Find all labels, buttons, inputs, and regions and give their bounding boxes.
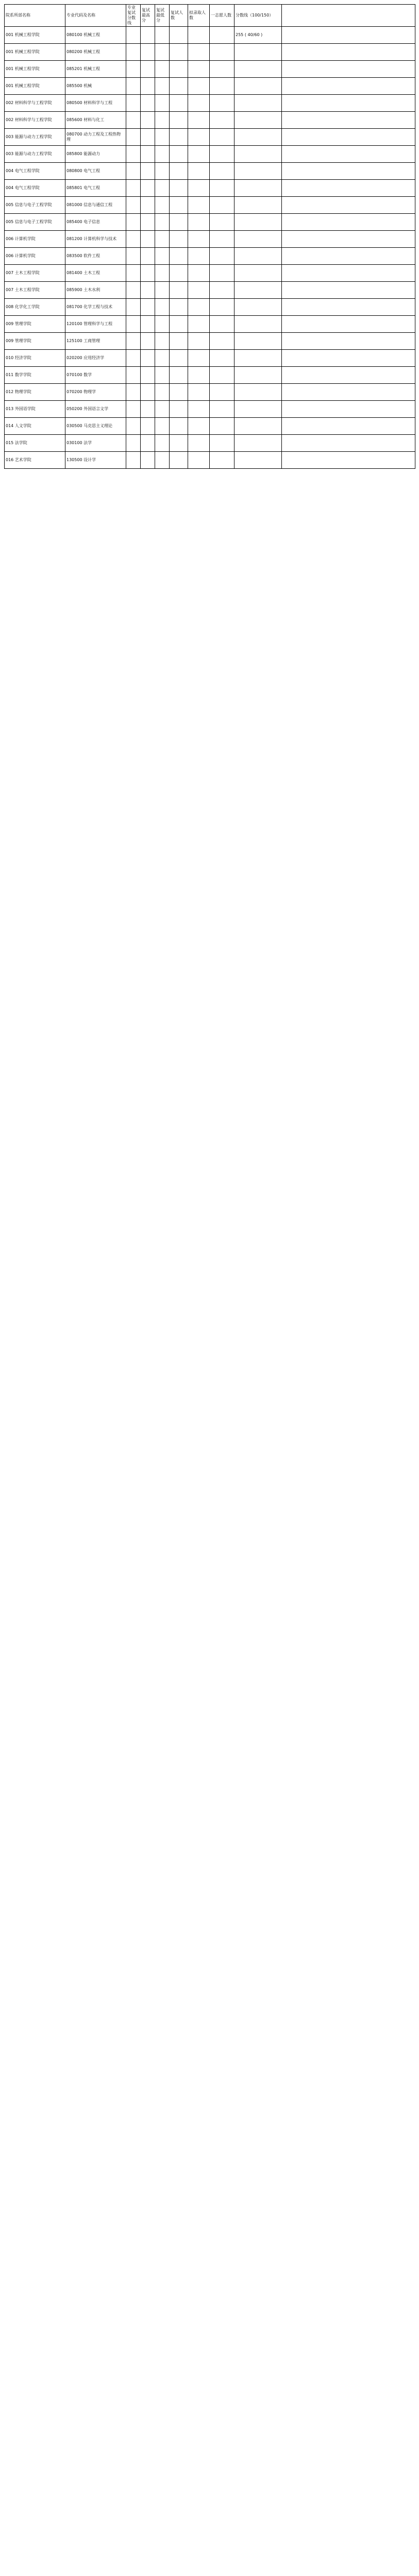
table-cell <box>282 282 415 299</box>
table-cell <box>234 299 282 316</box>
table-cell <box>170 367 188 384</box>
table-cell <box>282 265 415 282</box>
table-cell <box>188 129 210 146</box>
table-cell <box>282 333 415 350</box>
table-cell <box>170 146 188 163</box>
table-cell <box>282 367 415 384</box>
table-cell <box>126 282 141 299</box>
table-cell: 081700 化学工程与技术 <box>65 299 126 316</box>
table-cell <box>234 282 282 299</box>
table-cell <box>188 435 210 452</box>
table-cell <box>155 333 170 350</box>
table-row <box>5 435 415 452</box>
table-cell <box>234 367 282 384</box>
table-cell: 085500 机械 <box>65 78 126 95</box>
table-cell <box>234 214 282 231</box>
table-cell <box>210 197 234 214</box>
table-cell: 006 计算机学院 <box>5 231 65 248</box>
table-cell: 080500 材料科学与工程 <box>65 95 126 112</box>
table-row <box>5 401 415 418</box>
table-cell: 015 法学院 <box>5 435 65 452</box>
table-cell <box>210 214 234 231</box>
table-cell <box>126 146 141 163</box>
table-cell <box>126 316 141 333</box>
table-cell <box>234 44 282 61</box>
table-cell <box>141 401 155 418</box>
table-cell <box>155 27 170 44</box>
table-cell <box>282 61 415 78</box>
table-cell <box>126 248 141 265</box>
table-cell <box>234 180 282 197</box>
table-cell: 130500 设计学 <box>65 452 126 469</box>
table-cell: 007 土木工程学院 <box>5 265 65 282</box>
table-cell <box>234 350 282 367</box>
table-cell <box>282 180 415 197</box>
table-cell: 080100 机械工程 <box>65 27 126 44</box>
table-cell <box>126 333 141 350</box>
table-cell <box>282 214 415 231</box>
table-cell: 001 机械工程学院 <box>5 78 65 95</box>
table-row <box>5 197 415 214</box>
table-cell <box>210 129 234 146</box>
table-cell <box>170 265 188 282</box>
table-cell <box>141 231 155 248</box>
table-cell: 050200 外国语言文学 <box>65 401 126 418</box>
table-cell <box>188 146 210 163</box>
table-row <box>5 333 415 350</box>
table-cell <box>170 435 188 452</box>
table-cell: 013 外国语学院 <box>5 401 65 418</box>
table-cell <box>141 44 155 61</box>
table-cell <box>188 265 210 282</box>
table-cell <box>155 435 170 452</box>
table-cell <box>155 299 170 316</box>
table-cell: 081200 计算机科学与技术 <box>65 231 126 248</box>
table-cell <box>282 197 415 214</box>
table-cell <box>141 163 155 180</box>
table-row <box>5 214 415 231</box>
table-row <box>5 27 415 44</box>
table-cell <box>170 418 188 435</box>
table-cell <box>126 197 141 214</box>
table-cell <box>170 197 188 214</box>
table-cell: 085800 能源动力 <box>65 146 126 163</box>
table-cell <box>282 452 415 469</box>
table-cell <box>126 452 141 469</box>
table-cell: 003 能源与动力工程学院 <box>5 146 65 163</box>
table-cell <box>188 418 210 435</box>
table-cell <box>188 350 210 367</box>
table-cell <box>234 95 282 112</box>
table-cell <box>234 384 282 401</box>
header-first-choice: 一志愿人数 <box>210 5 234 27</box>
table-cell <box>188 27 210 44</box>
table-cell <box>126 418 141 435</box>
table-cell: 005 信息与电子工程学院 <box>5 197 65 214</box>
table-cell: 002 材料科学与工程学院 <box>5 95 65 112</box>
table-cell <box>170 163 188 180</box>
table-cell <box>210 78 234 95</box>
table-cell: 080700 动力工程及工程热物理 <box>65 129 126 146</box>
table-cell <box>155 452 170 469</box>
table-cell <box>155 44 170 61</box>
table-cell: 008 化学化工学院 <box>5 299 65 316</box>
table-cell <box>210 61 234 78</box>
table-cell: 020200 应用经济学 <box>65 350 126 367</box>
table-cell <box>234 418 282 435</box>
table-cell <box>170 180 188 197</box>
table-cell <box>126 61 141 78</box>
table-cell <box>170 95 188 112</box>
table-cell: 004 电气工程学院 <box>5 180 65 197</box>
table-row <box>5 367 415 384</box>
table-cell <box>282 78 415 95</box>
table-cell <box>210 350 234 367</box>
table-cell <box>155 197 170 214</box>
table-cell: 006 计算机学院 <box>5 248 65 265</box>
table-cell <box>234 333 282 350</box>
table-cell <box>141 418 155 435</box>
table-cell <box>170 112 188 129</box>
table-cell: 004 电气工程学院 <box>5 163 65 180</box>
header-note <box>282 5 415 27</box>
table-cell <box>141 333 155 350</box>
table-cell <box>170 316 188 333</box>
table-cell <box>188 214 210 231</box>
table-cell <box>188 333 210 350</box>
table-cell <box>155 316 170 333</box>
table-row <box>5 146 415 163</box>
table-cell: 012 物理学院 <box>5 384 65 401</box>
table-cell <box>141 214 155 231</box>
table-cell <box>141 112 155 129</box>
table-cell <box>141 197 155 214</box>
table-cell <box>282 248 415 265</box>
table-row <box>5 180 415 197</box>
table-cell <box>188 163 210 180</box>
table-cell <box>155 112 170 129</box>
table-cell <box>141 61 155 78</box>
table-cell <box>234 452 282 469</box>
table-row <box>5 350 415 367</box>
table-cell <box>210 112 234 129</box>
table-cell <box>188 452 210 469</box>
table-cell <box>155 384 170 401</box>
table-cell <box>170 248 188 265</box>
table-cell <box>141 316 155 333</box>
table-cell <box>170 214 188 231</box>
table-row <box>5 129 415 146</box>
table-cell <box>188 44 210 61</box>
table-cell <box>282 231 415 248</box>
table-cell: 009 管理学院 <box>5 333 65 350</box>
document-page <box>0 0 419 469</box>
table-cell <box>282 163 415 180</box>
table-cell <box>234 231 282 248</box>
table-cell <box>210 367 234 384</box>
table-cell: 070100 数学 <box>65 367 126 384</box>
table-cell: 081400 土木工程 <box>65 265 126 282</box>
table-cell <box>282 146 415 163</box>
table-cell <box>170 384 188 401</box>
table-cell <box>141 435 155 452</box>
table-cell <box>170 282 188 299</box>
table-cell <box>210 316 234 333</box>
table-cell <box>141 282 155 299</box>
table-cell <box>170 78 188 95</box>
table-cell <box>210 146 234 163</box>
table-cell: 085900 土木水利 <box>65 282 126 299</box>
table-cell: 120100 管理科学与工程 <box>65 316 126 333</box>
table-cell <box>210 231 234 248</box>
header-score-line: 专业复试分数线 <box>126 5 141 27</box>
table-cell <box>170 129 188 146</box>
table-cell <box>188 95 210 112</box>
table-cell: 009 管理学院 <box>5 316 65 333</box>
table-cell: 085201 机械工程 <box>65 61 126 78</box>
table-cell <box>282 435 415 452</box>
table-cell <box>155 61 170 78</box>
table-row <box>5 316 415 333</box>
table-cell <box>170 44 188 61</box>
table-cell <box>234 435 282 452</box>
table-cell: 085400 电子信息 <box>65 214 126 231</box>
table-cell <box>126 27 141 44</box>
table-cell <box>210 163 234 180</box>
admission-score-table <box>4 4 415 469</box>
table-cell <box>126 214 141 231</box>
table-cell <box>126 78 141 95</box>
table-cell <box>126 265 141 282</box>
table-cell <box>234 401 282 418</box>
table-row <box>5 44 415 61</box>
table-row <box>5 384 415 401</box>
table-cell <box>126 44 141 61</box>
table-cell <box>234 78 282 95</box>
table-cell <box>210 95 234 112</box>
table-cell: 003 能源与动力工程学院 <box>5 129 65 146</box>
table-cell <box>210 44 234 61</box>
header-interview-count: 复试人数 <box>170 5 188 27</box>
table-cell <box>155 418 170 435</box>
table-row <box>5 282 415 299</box>
table-cell <box>234 197 282 214</box>
table-cell <box>155 129 170 146</box>
table-cell <box>141 129 155 146</box>
header-max: 复试最高分 <box>141 5 155 27</box>
table-cell <box>234 146 282 163</box>
table-row <box>5 163 415 180</box>
table-cell <box>210 333 234 350</box>
table-cell: 011 数学学院 <box>5 367 65 384</box>
table-cell <box>141 27 155 44</box>
table-cell: 001 机械工程学院 <box>5 61 65 78</box>
table-cell <box>282 401 415 418</box>
table-cell <box>141 265 155 282</box>
table-cell <box>155 163 170 180</box>
table-cell <box>188 78 210 95</box>
header-dept: 院系所部名称 <box>5 5 65 27</box>
table-cell <box>282 418 415 435</box>
table-cell <box>126 129 141 146</box>
table-cell <box>126 350 141 367</box>
table-cell <box>282 129 415 146</box>
table-cell <box>188 112 210 129</box>
table-cell <box>210 384 234 401</box>
table-cell <box>234 316 282 333</box>
table-cell <box>155 78 170 95</box>
table-cell <box>141 248 155 265</box>
table-cell: 030500 马克思主义理论 <box>65 418 126 435</box>
table-row <box>5 112 415 129</box>
table-header-row <box>5 5 415 27</box>
table-cell <box>126 401 141 418</box>
table-cell: 081000 信息与通信工程 <box>65 197 126 214</box>
table-cell <box>170 452 188 469</box>
table-cell <box>188 180 210 197</box>
table-cell <box>126 231 141 248</box>
table-row <box>5 452 415 469</box>
table-cell <box>210 27 234 44</box>
table-cell <box>170 333 188 350</box>
table-cell <box>155 95 170 112</box>
table-cell <box>210 299 234 316</box>
table-cell <box>126 367 141 384</box>
table-cell <box>141 78 155 95</box>
table-cell <box>170 231 188 248</box>
header-min: 复试最低分 <box>155 5 170 27</box>
table-cell <box>188 384 210 401</box>
table-cell <box>155 350 170 367</box>
table-cell: 125100 工商管理 <box>65 333 126 350</box>
table-cell <box>188 61 210 78</box>
table-cell <box>155 248 170 265</box>
table-cell: 080200 机械工程 <box>65 44 126 61</box>
table-cell <box>234 163 282 180</box>
table-row <box>5 231 415 248</box>
table-cell <box>210 282 234 299</box>
table-cell <box>282 316 415 333</box>
table-cell: 030100 法学 <box>65 435 126 452</box>
table-cell <box>126 384 141 401</box>
table-cell <box>155 265 170 282</box>
table-cell <box>188 231 210 248</box>
table-cell <box>155 231 170 248</box>
table-cell <box>141 95 155 112</box>
table-cell <box>126 95 141 112</box>
table-cell <box>282 27 415 44</box>
table-cell <box>282 112 415 129</box>
table-cell <box>210 265 234 282</box>
table-cell <box>234 265 282 282</box>
table-row <box>5 61 415 78</box>
table-cell <box>141 452 155 469</box>
table-cell: 001 机械工程学院 <box>5 27 65 44</box>
table-cell: 016 艺术学院 <box>5 452 65 469</box>
table-cell <box>155 282 170 299</box>
table-row <box>5 78 415 95</box>
table-row <box>5 95 415 112</box>
table-cell <box>126 435 141 452</box>
header-admit-count: 拟录取人数 <box>188 5 210 27</box>
table-cell <box>282 299 415 316</box>
table-cell <box>282 384 415 401</box>
table-row <box>5 299 415 316</box>
table-cell: 005 信息与电子工程学院 <box>5 214 65 231</box>
table-cell: 083500 软件工程 <box>65 248 126 265</box>
table-cell <box>188 401 210 418</box>
table-cell: 070200 物理学 <box>65 384 126 401</box>
table-cell <box>155 214 170 231</box>
table-cell: 085801 电气工程 <box>65 180 126 197</box>
table-cell <box>141 384 155 401</box>
table-cell <box>188 316 210 333</box>
table-cell <box>141 146 155 163</box>
table-cell: 001 机械工程学院 <box>5 44 65 61</box>
table-cell <box>170 401 188 418</box>
table-cell <box>234 112 282 129</box>
table-row <box>5 418 415 435</box>
table-cell <box>170 350 188 367</box>
table-cell <box>234 248 282 265</box>
header-major: 专业代码及名称 <box>65 5 126 27</box>
table-cell <box>188 299 210 316</box>
table-cell <box>210 180 234 197</box>
table-cell: 002 材料科学与工程学院 <box>5 112 65 129</box>
table-cell <box>188 197 210 214</box>
table-cell <box>188 367 210 384</box>
table-cell <box>141 367 155 384</box>
table-cell <box>126 112 141 129</box>
table-cell <box>210 452 234 469</box>
header-line: 分数线（100/150） <box>234 5 282 27</box>
table-cell <box>210 435 234 452</box>
table-cell <box>282 95 415 112</box>
table-cell <box>210 418 234 435</box>
table-cell <box>188 248 210 265</box>
table-cell <box>170 27 188 44</box>
table-cell: 080800 电气工程 <box>65 163 126 180</box>
table-cell <box>210 248 234 265</box>
table-cell <box>234 129 282 146</box>
table-cell <box>141 180 155 197</box>
table-cell <box>170 61 188 78</box>
table-row <box>5 265 415 282</box>
table-cell: 085600 材料与化工 <box>65 112 126 129</box>
table-cell <box>210 401 234 418</box>
table-cell <box>126 180 141 197</box>
table-row <box>5 248 415 265</box>
table-cell <box>141 299 155 316</box>
table-cell <box>282 44 415 61</box>
table-cell <box>282 350 415 367</box>
table-cell: 010 经济学院 <box>5 350 65 367</box>
table-cell <box>141 350 155 367</box>
table-cell <box>155 367 170 384</box>
table-cell: 007 土木工程学院 <box>5 282 65 299</box>
table-cell <box>155 146 170 163</box>
table-cell <box>234 61 282 78</box>
table-cell <box>126 299 141 316</box>
table-cell <box>188 282 210 299</box>
table-cell <box>126 163 141 180</box>
table-cell <box>170 299 188 316</box>
table-cell: 255 ( 40/60 ) <box>234 27 282 44</box>
table-cell <box>155 401 170 418</box>
table-cell: 014 人文学院 <box>5 418 65 435</box>
table-cell <box>155 180 170 197</box>
